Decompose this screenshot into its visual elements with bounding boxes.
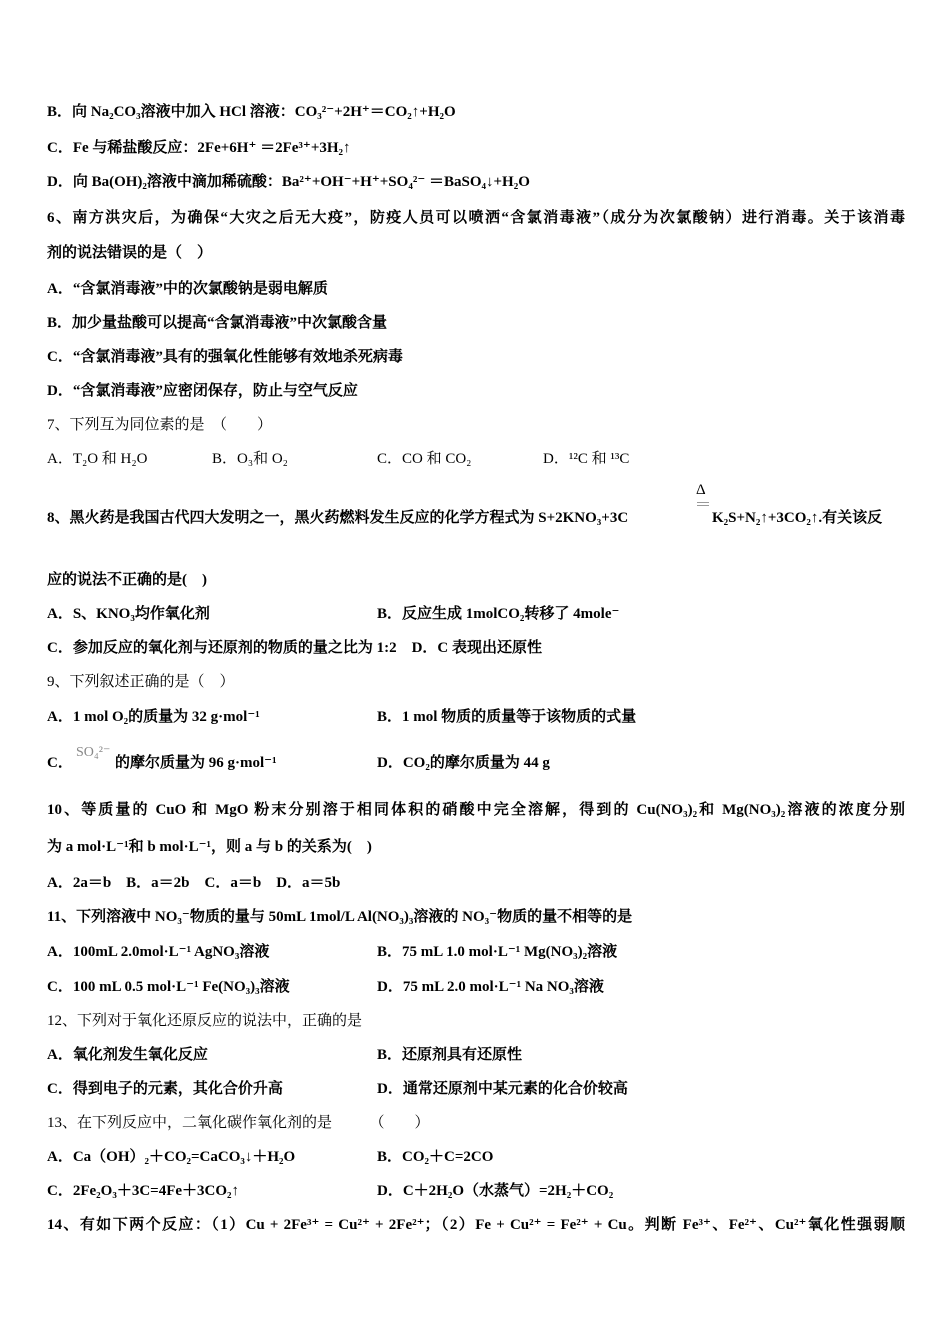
q8-option-a: A．S、KNO₃均作氧化剂 (47, 606, 210, 622)
q5-option-c: C．Fe 与稀盐酸反应：2Fe+6H⁺ ＝2Fe³⁺+3H₂↑ (47, 140, 351, 156)
q8-stem-a: 8、黑火药是我国古代四大发明之一，黑火药燃料发生反应的化学方程式为 S+2KNO₃+3C (47, 510, 629, 526)
q10-options: A．2a＝b B．a＝2b C．a＝b D．a＝5b (47, 875, 341, 891)
q7-option-c: C．CO 和 CO₂ (377, 451, 472, 467)
q11-option-b: B．75 mL 1.0 mol·L⁻¹ Mg(NO₃)₂溶液 (377, 944, 618, 960)
q8-option-c-d: C．参加反应的氧化剂与还原剂的物质的量之比为 1:2 D．C 表现出还原性 (47, 640, 542, 656)
sulfate-formula: SO₄²⁻ (76, 745, 111, 760)
q9-option-d: D．CO₂的摩尔质量为 44 g (377, 755, 550, 771)
q7-option-d: D．¹²C 和 ¹³C (543, 451, 630, 467)
q6-stem: 6、南方洪灾后，为确保“大灾之后无大疫”，防疫人员可以喷洒“含氯消毒液”（成分为次氯酸钠）进行消毒。关于该消毒 (47, 210, 905, 226)
q10-stem: 10、等质量的 CuO 和 MgO 粉末分别溶于相同体积的硝酸中完全溶解，得到的 Cu(NO₃)₂和 Mg(NO₃)₂溶液的浓度分别 (47, 802, 905, 818)
q13-option-a: A．Ca（OH）₂＋CO₂=CaCO₃↓＋H₂O (47, 1149, 296, 1165)
q11-option-a: A．100mL 2.0mol·L⁻¹ AgNO₃溶液 (47, 944, 270, 960)
q9-option-c-label: C． (47, 755, 73, 771)
q13-option-d: D．C＋2H₂O（水蒸气）=2H₂＋CO₂ (377, 1183, 614, 1199)
q9-option-a: A．1 mol O₂的质量为 32 g·mol⁻¹ (47, 709, 260, 725)
q7-stem: 7、下列互为同位素的是 （ ） (47, 417, 273, 433)
q6-option-d: D．“含氯消毒液”应密闭保存，防止与空气反应 (47, 383, 358, 399)
equals-sign (697, 502, 709, 506)
q12-stem: 12、下列对于氧化还原反应的说法中，正确的是 (47, 1013, 363, 1029)
q11-option-d: D．75 mL 2.0 mol·L⁻¹ Na NO₃溶液 (377, 979, 604, 995)
q8-stem-cont: 应的说法不正确的是( ) (47, 572, 207, 588)
q12-option-d: D．通常还原剂中某元素的化合价较高 (377, 1081, 628, 1097)
q8-option-b: B．反应生成 1molCO₂转移了 4mole⁻ (377, 606, 620, 622)
q12-option-a: A．氧化剂发生氧化反应 (47, 1047, 208, 1063)
q13-stem: 13、在下列反应中，二氧化碳作氧化剂的是 （ ） (47, 1115, 430, 1131)
q11-option-c: C．100 mL 0.5 mol·L⁻¹ Fe(NO₃)₃溶液 (47, 979, 290, 995)
q13-option-b: B．CO₂＋C=2CO (377, 1149, 494, 1165)
q5-option-d: D．向 Ba(OH)₂溶液中滴加稀硫酸：Ba²⁺+OH⁻+H⁺+SO₄²⁻ ＝BaSO₄↓+H₂O (47, 174, 530, 190)
q10-stem-cont: 为 a mol·L⁻¹和 b mol·L⁻¹，则 a 与 b 的关系为( ) (47, 839, 372, 855)
q6-option-b: B．加少量盐酸可以提高“含氯消毒液”中次氯酸含量 (47, 315, 388, 331)
q6-option-a: A．“含氯消毒液”中的次氯酸钠是弱电解质 (47, 281, 328, 297)
q12-option-b: B．还原剂具有还原性 (377, 1047, 523, 1063)
q9-stem: 9、下列叙述正确的是（ ） (47, 674, 235, 690)
q14-stem: 14、有如下两个反应：（1）Cu + 2Fe³⁺ = Cu²⁺ + 2Fe²⁺；（2）Fe + Cu²⁺ = Fe²⁺ + Cu。判断 Fe³⁺、Fe²⁺、Cu²⁺氧化性强弱顺 (47, 1217, 905, 1233)
q9-option-b: B．1 mol 物质的质量等于该物质的式量 (377, 709, 637, 725)
q13-option-c: C．2Fe₂O₃＋3C=4Fe＋3CO₂↑ (47, 1183, 240, 1199)
q8-stem-b: K₂S+N₂↑+3CO₂↑.有关该反 (712, 510, 883, 526)
q6-stem-cont: 剂的说法错误的是（ ） (47, 245, 213, 261)
q5-option-b: B．向 Na₂CO₃溶液中加入 HCl 溶液：CO₃²⁻+2H⁺＝CO₂↑+H₂O (47, 104, 456, 120)
q9-option-c: 的摩尔质量为 96 g·mol⁻¹ (115, 755, 277, 771)
q7-option-a: A．T₂O 和 H₂O (47, 451, 148, 467)
q12-option-c: C．得到电子的元素，其化合价升高 (47, 1081, 283, 1097)
q7-option-b: B．O₃和 O₂ (212, 451, 288, 467)
q11-stem: 11、下列溶液中 NO₃⁻物质的量与 50mL 1mol/L Al(NO₃)₃溶液的 NO₃⁻物质的量不相等的是 (47, 909, 633, 925)
q6-option-c: C．“含氯消毒液”具有的强氧化性能够有效地杀死病毒 (47, 349, 403, 365)
heat-delta-symbol: Δ (696, 482, 706, 498)
